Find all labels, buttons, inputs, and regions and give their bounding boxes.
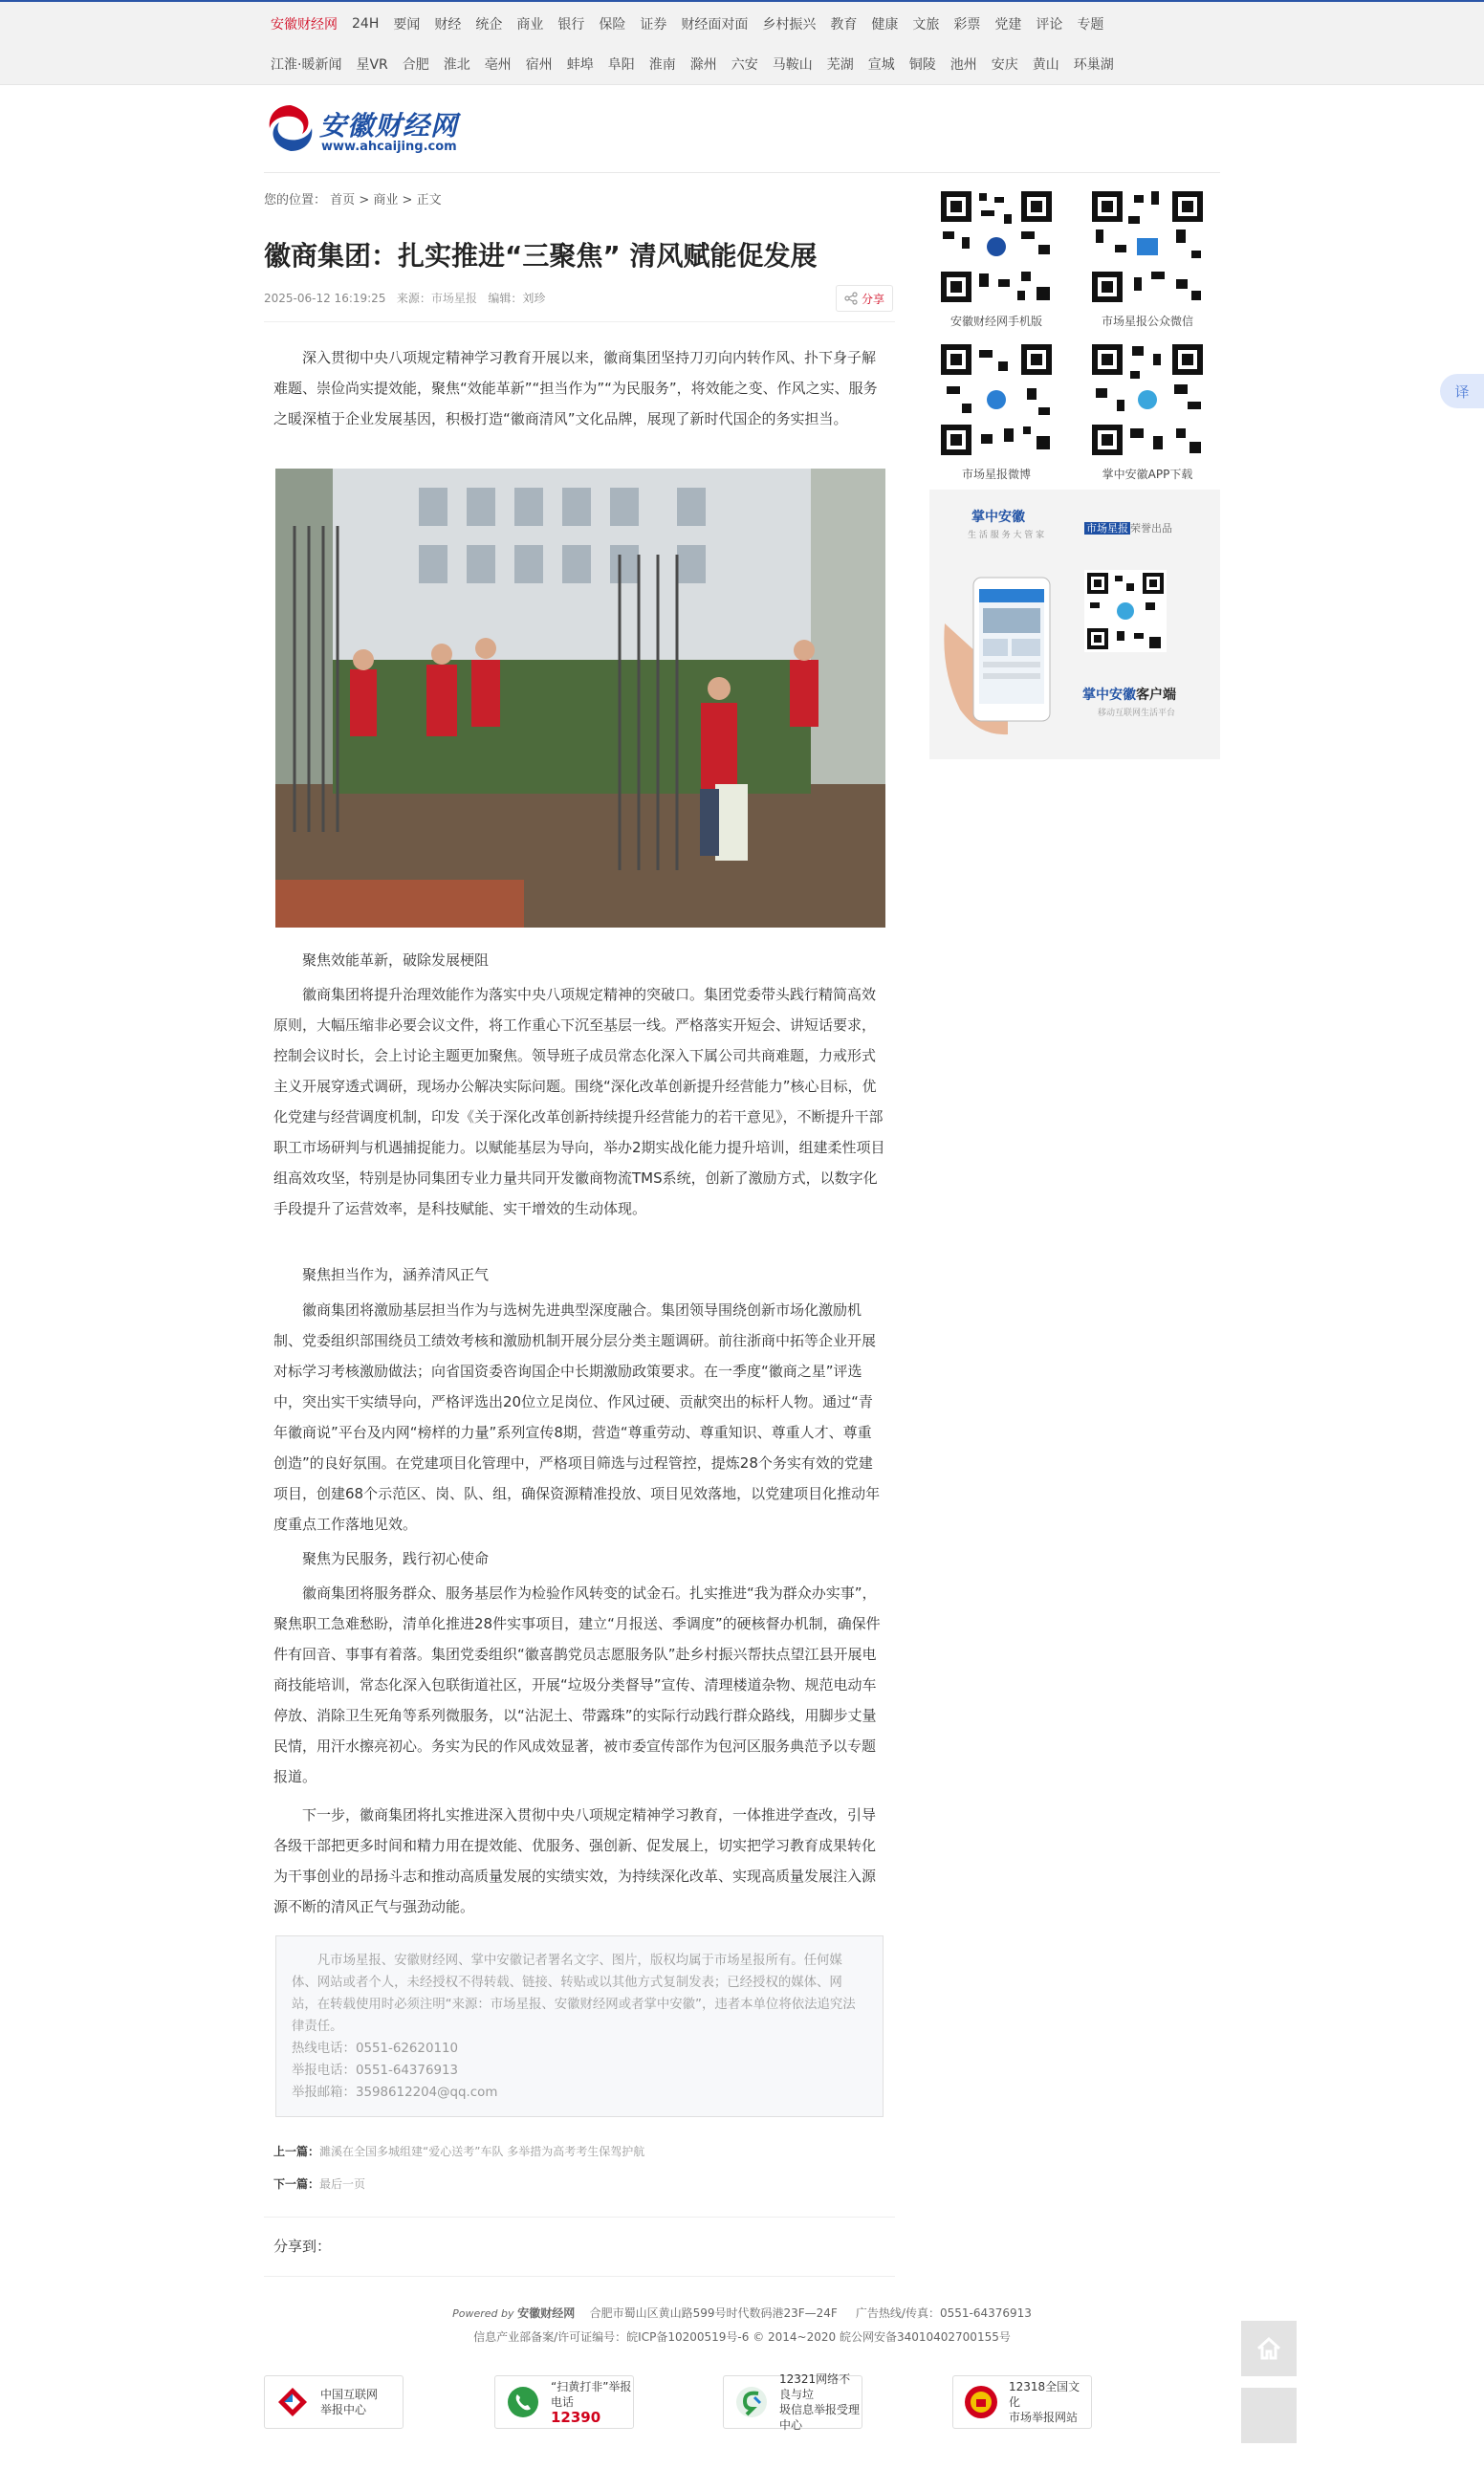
home-icon	[1255, 2334, 1283, 2363]
nav-item[interactable]: 财经	[434, 17, 462, 33]
nav-item[interactable]: 蚌埠	[566, 57, 594, 73]
translate-button[interactable]	[1440, 374, 1484, 408]
app-slogan: 生 活 服 务 大 管 家	[968, 531, 1045, 540]
prev-label: 上一篇：	[273, 2145, 320, 2158]
translate-label: 译	[1454, 382, 1470, 401]
qr-wechat[interactable]	[1080, 187, 1214, 329]
breadcrumb-current: 正文	[416, 193, 442, 208]
nav-item[interactable]: 星VR	[356, 57, 388, 73]
nav-item[interactable]: 宿州	[525, 57, 553, 73]
report-email: 举报邮箱：3598612204@qq.com	[292, 2086, 498, 2100]
qr-weibo[interactable]	[929, 340, 1063, 482]
badge-12321-report[interactable]	[723, 2372, 862, 2432]
footer-divider	[264, 2276, 895, 2277]
copyright-text: 凡市场星报、安徽财经网、掌中安徽记者署名文字、图片，版权均属于市场星报所有。任何媒体、网站或者个人，未经授权不得转载、链接、转贴或以其他方式复制发表；已经授权的媒体、网站，在转载使用时必须注明“来源：市场星报、安徽财经网或者掌中安徽”，违者本单位将依法追究法律责任。	[292, 1954, 856, 2034]
nav-item[interactable]: 要闻	[393, 17, 421, 33]
badge-line2: 举报中心	[320, 2403, 367, 2416]
badge-line2: 12390	[551, 2409, 601, 2426]
badge-line2: 市场举报网站	[1009, 2411, 1079, 2424]
next-link[interactable]: 最后一页	[319, 2177, 366, 2191]
article-date: 2025-06-12 16:19:25	[264, 292, 386, 305]
badge-line2: 圾信息举报受理中心	[779, 2403, 861, 2432]
article-paragraph-2: 徽商集团将激励基层担当作为与选树先进典型深度融合。集团领导围绕创新市场化激励机制、党委组织部围绕员工绩效考核和激励机制开展分层分类主题调研。前往浙商中拓等企业开展对标学习考核激励做法；向省国资委咨询国企中长期激励政策要求。在一季度“徽商之星”评选中，突出实干实绩导向，严格评选出20位立足岗位、作风过硬、贡献突出的标杆人物。通过“青年徽商说”平台及内网“榜样的力量”系列宣传8期，营造“尊重劳动、尊重知识、尊重人才、尊重创造”的良好氛围。在党建项目化管理中，严格项目筛选与过程管控，提炼28个务实有效的党建项目，创建68个示范区、岗、队、组，确保资源精准投放、项目见效落地，以党建项目化推动年度重点工作落地见效。	[273, 1301, 881, 1533]
article-intro: 深入贯彻中央八项规定精神学习教育开展以来，徽商集团坚持刀刃向内转作风、扑下身子解难题、崇俭尚实提效能，聚焦“效能革新”“担当作为”“为民服务”，将效能之变、作风之实、服务之暖深植于企业发展基因，积极打造“徽商清风”文化品牌，展现了新时代国企的务实担当。	[273, 349, 878, 427]
home-button[interactable]	[1241, 2321, 1297, 2376]
client-name: 掌中安徽	[1082, 688, 1136, 703]
nav-item[interactable]: 淮南	[648, 57, 676, 73]
nav-item[interactable]: 铜陵	[908, 57, 936, 73]
share-button[interactable]	[836, 285, 893, 312]
nav-item[interactable]: 财经面对面	[681, 17, 749, 33]
article-paragraph-1: 徽商集团将提升治理效能作为落实中央八项规定精神的突破口。集团党委带头践行精简高效原则，大幅压缩非必要会议文件，将工作重心下沉至基层一线。严格落实开短会、讲短话要求，控制会议时长，会上讨论主题更加聚焦。领导班子成员常态化深入下属公司共商难题，力戒形式主义开展穿透式调研，现场办公解决实际问题。围绕“深化改革创新提升经营能力”核心目标，优化党建与经营调度机制，印发《关于深化改革创新持续提升经营能力的若干意见》，不断提升干部职工市场研判与机遇捕捉能力。以赋能基层为导向，举办2期实战化能力提升培训，组建柔性项目组高效攻坚，特别是协同集团专业力量共同开发徽商物流TMS系统，创新了激励方式，以数字化手段提升了运营效率，是科技赋能、实干增效的生动体现。	[273, 986, 885, 1217]
breadcrumb-separator: >	[359, 193, 370, 208]
nav-item[interactable]: 环巢湖	[1073, 57, 1114, 73]
nav-item[interactable]: 芜湖	[826, 57, 854, 73]
app-client	[1082, 685, 1176, 704]
breadcrumb-home[interactable]: 首页	[330, 193, 356, 208]
prev-article	[273, 2143, 644, 2159]
header-divider	[264, 172, 1220, 173]
nav-item[interactable]: 文旅	[912, 17, 940, 33]
nav-item[interactable]: 统企	[475, 17, 503, 33]
nav-item[interactable]: 证券	[640, 17, 667, 33]
nav-item[interactable]: 商业	[516, 17, 544, 33]
qr-code-icon	[1088, 187, 1207, 306]
app-qr-code-icon	[1084, 570, 1167, 652]
section-heading-2: 聚焦担当作为，涵养清风正气	[302, 1266, 490, 1283]
article-editor: 刘珍	[522, 292, 546, 305]
nav-item[interactable]: 黄山	[1032, 57, 1059, 73]
prev-link[interactable]: 濉溪在全国多城组建“爱心送考”车队 多举措为高考考生保驾护航	[319, 2145, 645, 2158]
nav-item[interactable]: 健康	[871, 17, 899, 33]
hotline: 热线电话：0551-62620110	[292, 2042, 459, 2056]
nav-item[interactable]: 教育	[830, 17, 858, 33]
editor-label: 编辑：	[488, 292, 523, 305]
source-label: 来源：	[396, 292, 431, 305]
nav-item[interactable]: 党建	[994, 17, 1022, 33]
qr-code-icon	[937, 187, 1056, 306]
phone-icon	[505, 2384, 541, 2420]
footer-line-1	[0, 2305, 1484, 2321]
section-heading-3: 聚焦为民服务，践行初心使命	[302, 1550, 490, 1567]
badge-12318-culture[interactable]	[952, 2375, 1092, 2429]
nav-item[interactable]: 池州	[949, 57, 977, 73]
badge-china-internet-report[interactable]	[264, 2375, 404, 2429]
qr-code-icon	[937, 340, 1056, 459]
app-advertisement[interactable]	[929, 490, 1220, 759]
nav-item[interactable]: 滁州	[689, 57, 717, 73]
partner-name: 市场星报	[1086, 522, 1128, 535]
article-paragraph-4: 下一步，徽商集团将扎实推进深入贯彻中央八项规定精神学习教育，一体推进学查改，引导各级干部把更多时间和精力用在提效能、优服务、强创新、促发展上，切实把学习教育成果转化为干事创业的昂扬斗志和推动高质量发展的实绩实效，为持续深化改革、实现高质量发展注入源源不断的清风正气与强劲动能。	[273, 1806, 877, 1915]
nav-item-home[interactable]: 安徽财经网	[271, 17, 338, 33]
qr-mobile-site[interactable]	[929, 187, 1063, 329]
meta-divider	[264, 321, 895, 322]
nav-row-channels	[271, 4, 1118, 44]
site-logo[interactable]	[264, 96, 484, 161]
article-title: 徽商集团：扎实推进“三聚焦” 清风赋能促发展	[264, 240, 818, 272]
report-center-icon	[274, 2384, 311, 2420]
nav-item[interactable]: 阜阳	[607, 57, 635, 73]
badge-text	[551, 2379, 633, 2425]
nav-item[interactable]: 评论	[1036, 17, 1063, 33]
next-label: 下一篇：	[273, 2177, 320, 2191]
badge-line1: 12318全国文化	[1009, 2380, 1080, 2409]
nav-item[interactable]: 宣城	[867, 57, 895, 73]
top-nav-bar	[0, 0, 1484, 85]
badge-text	[1009, 2379, 1091, 2425]
nav-item[interactable]: 银行	[557, 17, 585, 33]
qr-label: 市场星报微博	[961, 468, 1031, 481]
phone-illustration	[941, 566, 1056, 738]
badge-line1: 中国互联网	[320, 2388, 379, 2401]
qr-label: 安徽财经网手机版	[949, 315, 1042, 328]
report-12321-icon	[733, 2384, 770, 2420]
nav-item[interactable]: 专题	[1077, 17, 1104, 33]
badge-line1: “扫黄打非”举报电话	[551, 2380, 632, 2409]
breadcrumb	[264, 189, 442, 208]
footer-site-name[interactable]: 安徽财经网	[517, 2306, 576, 2320]
nav-item[interactable]: 淮北	[443, 57, 470, 73]
nav-item[interactable]: 六安	[731, 57, 758, 73]
badge-line1: 12321网络不良与垃	[779, 2372, 851, 2401]
next-article	[273, 2175, 365, 2192]
nav-item[interactable]: 江淮·暖新闻	[271, 57, 342, 73]
nav-item[interactable]: 合肥	[402, 57, 429, 73]
app-brand: 掌中安徽	[971, 510, 1025, 525]
article-paragraph-3: 徽商集团将服务群众、服务基层作为检验作风转变的试金石。扎实推进“我为群众办实事”，聚焦职工急难愁盼，清单化推进28件实事项目，建立“月报送、季调度”的硬核督办机制，确保件件有回音、事事有着落。集团党委组织“徽喜鹊党员志愿服务队”赴乡村振兴帮扶点望江县开展电商技能培训，常态化深入包联街道社区，开展“垃圾分类督导”宣传、清理楼道杂物、规范电动车停放、消除卫生死角等系列微服务，以“沾泥土、带露珠”的实际行动践行群众路线，用脚步丈量民情，用汗水擦亮初心。务实为民的作风成效显著，被市委宣传部作为包河区服务典范予以专题报道。	[273, 1584, 881, 1785]
footer-license[interactable]: 信息产业部备案/许可证编号：皖ICP备10200519号-6 © 2014~2020 皖公网安备34010402700155号	[473, 2330, 1011, 2344]
logo-site-name: 安徽财经网	[319, 110, 459, 142]
qr-label: 掌中安徽APP下载	[1102, 468, 1193, 481]
qr-label: 市场星报公众微信	[1101, 315, 1193, 328]
powered-by: Powered by	[452, 2307, 514, 2320]
app-partner	[1084, 520, 1172, 535]
client-suffix: 客户端	[1136, 688, 1176, 703]
nav-item[interactable]: 马鞍山	[772, 57, 813, 73]
section-heading-1: 聚焦效能革新，破除发展梗阻	[302, 951, 490, 969]
nav-item[interactable]: 安庆	[991, 57, 1018, 73]
volunteers-photo-illustration	[275, 469, 885, 928]
badge-text	[320, 2387, 378, 2417]
nav-item[interactable]: 24H	[352, 16, 380, 32]
nav-row-regions	[271, 44, 1128, 84]
logo-url: www.ahcaijing.com	[321, 140, 457, 154]
footer-ad-hotline: 广告热线/传真：0551-64376913	[855, 2306, 1032, 2320]
nav-item[interactable]: 彩票	[953, 17, 981, 33]
badge-text	[779, 2371, 862, 2433]
app-tagline: 移动互联网生活平台	[1098, 709, 1176, 718]
article-photo	[275, 469, 885, 928]
breadcrumb-prefix: 您的位置：	[264, 193, 327, 208]
share-icon	[844, 292, 858, 305]
divider	[264, 2217, 895, 2218]
qr-code-icon	[1088, 340, 1207, 459]
badge-anti-porn-hotline[interactable]	[494, 2375, 634, 2429]
article-source: 市场星报	[430, 292, 477, 305]
article-meta	[264, 290, 545, 306]
breadcrumb-separator: >	[402, 193, 413, 208]
partner-suffix: 荣誉出品	[1130, 522, 1172, 535]
footer-address: 合肥市蜀山区黄山路599号时代数码港23F—24F	[589, 2306, 838, 2320]
nav-item[interactable]: 乡村振兴	[762, 17, 817, 33]
logo-swirl-icon	[264, 99, 317, 157]
nav-item[interactable]: 亳州	[484, 57, 512, 73]
share-label: 分享	[861, 292, 884, 306]
national-emblem-icon	[963, 2384, 999, 2420]
qr-app-download[interactable]	[1080, 340, 1214, 482]
share-to-label: 分享到：	[273, 2238, 332, 2255]
report-phone: 举报电话：0551-64376913	[292, 2064, 459, 2078]
nav-item[interactable]: 保险	[599, 17, 626, 33]
copyright-notice	[275, 1935, 884, 2117]
back-to-top-button[interactable]	[1241, 2388, 1297, 2443]
breadcrumb-section[interactable]: 商业	[373, 193, 399, 208]
